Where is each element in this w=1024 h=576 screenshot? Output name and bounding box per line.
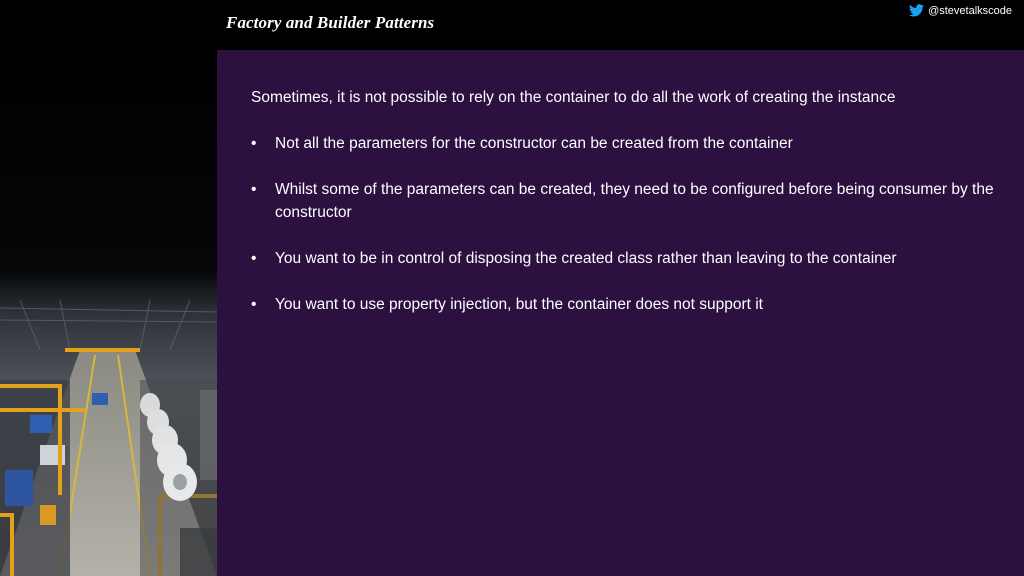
- bullet-text: You want to use property injection, but the container does not support it: [275, 296, 763, 313]
- bullet-item: [251, 293, 1011, 316]
- twitter-icon: [909, 4, 924, 17]
- bullet-item: [251, 132, 1011, 155]
- bullet-icon: •: [251, 296, 257, 313]
- slide-title: Factory and Builder Patterns: [226, 13, 435, 32]
- header-bar: [0, 0, 1024, 50]
- bullet-icon: •: [251, 181, 257, 198]
- bullet-icon: •: [251, 135, 257, 152]
- bullet-item: [251, 247, 1011, 270]
- bullet-text: You want to be in control of disposing the created class rather than leaving to the container: [275, 250, 897, 267]
- bullet-list: [251, 132, 1011, 339]
- intro-text: Sometimes, it is not possible to rely on the container to do all the work of creating the instance: [251, 89, 896, 106]
- bullet-text: Whilst some of the parameters can be created, they need to be configured before being consumer by the constructor: [275, 181, 994, 221]
- bullet-text: Not all the parameters for the constructor can be created from the container: [275, 135, 793, 152]
- content-panel: [217, 50, 1024, 576]
- bullet-item: [251, 178, 1011, 224]
- twitter-handle-text: @stevetalkscode: [928, 4, 1012, 17]
- bullet-icon: •: [251, 250, 257, 267]
- factory-floor-photo: [0, 50, 217, 576]
- twitter-handle: [909, 4, 1012, 17]
